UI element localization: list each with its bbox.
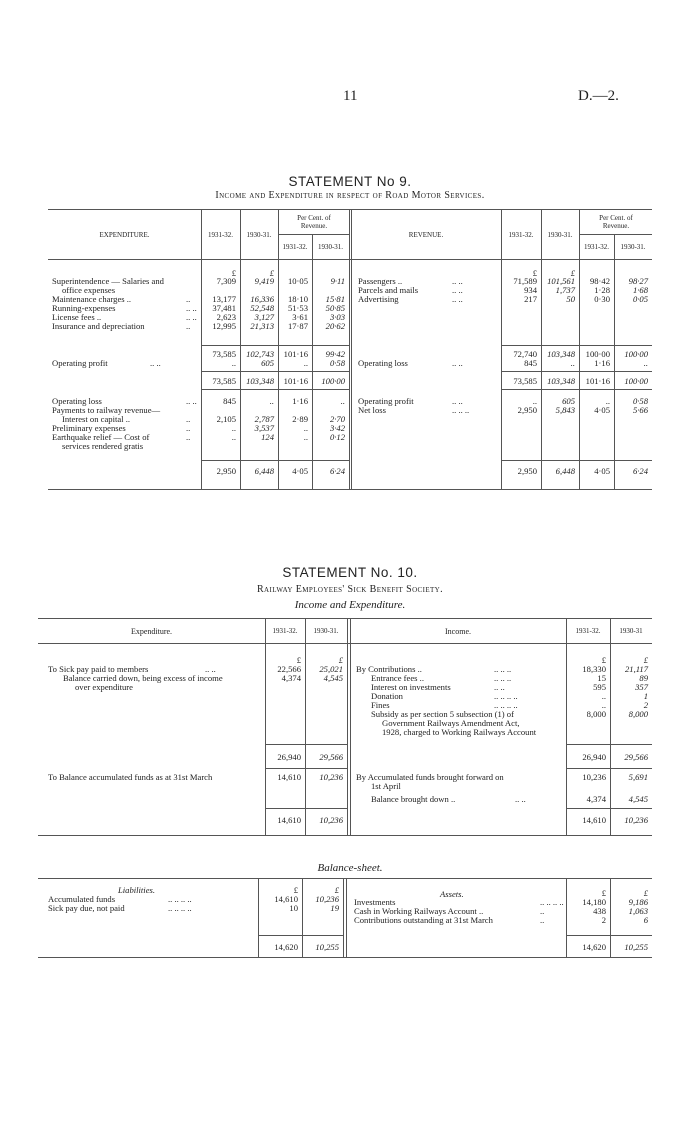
row-value-b: 605 [562, 396, 575, 406]
row-label: Maintenance charges .. [52, 294, 132, 304]
row-value-p2: 50·85 [325, 303, 345, 313]
row-value-a: .. [231, 432, 236, 442]
balance-sheet-title: Balance-sheet. [317, 862, 383, 874]
row-value-b: 2,787 [254, 414, 274, 424]
row-value-a: 14,610 [274, 894, 298, 904]
row-value-b: 3,537 [254, 423, 274, 433]
statement-10-subtitle: Railway Employees' Sick Benefit Society. [256, 584, 444, 595]
row-label: Payments to railway revenue— [52, 405, 161, 415]
row-value-a: 438 [593, 906, 606, 916]
header-exp-1930: 1930-31. [246, 231, 272, 239]
header-inc-1930: 1930-31 [619, 627, 643, 635]
leader-dots: .. .. .. .. [540, 897, 564, 907]
pound-sign: £ [269, 268, 274, 278]
row-value-a: 73,585 [212, 376, 236, 386]
row-label: Contributions outstanding at 31st March [354, 915, 493, 925]
row-value-b: 10,236 [315, 894, 339, 904]
leader-dots: .. [186, 432, 191, 442]
row-value-p2: 0·58 [632, 396, 648, 406]
row-label: Fines [371, 700, 390, 710]
header-expenditure: EXPENDITURE. [99, 231, 150, 239]
inc-total-1930: 29,566 [624, 752, 648, 762]
row-label: Cash in Working Railways Account .. [354, 906, 484, 916]
row-label: 1928, charged to Working Railways Account [382, 727, 537, 737]
row-value-a: 73,585 [513, 376, 537, 386]
exp-accum-total-1930: 10,236 [319, 815, 343, 825]
leader-dots: .. .. [186, 303, 197, 313]
row-value-b: 21,117 [625, 664, 648, 674]
row-value-a: 217 [524, 294, 537, 304]
row-value-p2: 6·24 [632, 466, 648, 476]
row-value-b: 5,843 [555, 405, 575, 415]
header-exp-pct-1930: 1930-31. [317, 243, 344, 251]
pound-sign: £ [293, 885, 298, 895]
row-value-b: 16,336 [250, 294, 274, 304]
row-value-a: 2,623 [216, 312, 236, 322]
row-value-p1: 4·05 [594, 466, 610, 476]
row-value-p2: 0·58 [329, 358, 345, 368]
row-value-b: 605 [261, 358, 274, 368]
leader-dots: .. .. [186, 396, 197, 406]
row-value-p2: .. [340, 396, 345, 406]
header-rev-1930: 1930-31. [547, 231, 573, 239]
row-label: Operating profit [358, 396, 414, 406]
leader-dots: .. [186, 414, 191, 424]
row-value-a: 845 [223, 396, 236, 406]
pound-sign: £ [643, 655, 648, 665]
row-value-p1: 101·16 [283, 349, 308, 359]
row-label: Insurance and depreciation [52, 321, 145, 331]
leader-dots: .. .. .. [494, 664, 512, 674]
row-value-a: .. [231, 423, 236, 433]
row-label: Advertising [358, 294, 399, 304]
row-value-p2: 100·00 [624, 376, 648, 386]
row-value-a: 595 [593, 682, 606, 692]
leader-dots: .. .. [452, 276, 463, 286]
statement-9-title: STATEMENT No 9. [288, 174, 412, 189]
row-value-a: 12,995 [212, 321, 236, 331]
assets-total-1930: 10,255 [624, 942, 648, 952]
pound-sign: £ [570, 268, 575, 278]
statement-10-subtitle-2: Income and Expenditure. [294, 599, 406, 611]
exp-sick-pay-1930: 25,021 [319, 664, 343, 674]
exp-accum-label: To Balance accumulated funds as at 31st March [48, 772, 213, 782]
pound-sign: £ [601, 655, 606, 665]
leader-dots: .. .. [150, 358, 161, 368]
row-label: services rendered gratis [62, 441, 144, 451]
row-value-p1: 4·05 [292, 466, 308, 476]
leader-dots: .. .. [452, 396, 463, 406]
row-value-p1: 18·10 [287, 294, 308, 304]
row-value-p1: 3·61 [292, 312, 308, 322]
leader-dots: .. .. [205, 664, 216, 674]
pound-sign: £ [643, 888, 648, 898]
row-value-b: 2 [643, 700, 648, 710]
row-label: Entrance fees .. [371, 673, 424, 683]
row-value-p1: 51·53 [287, 303, 308, 313]
row-value-a: 13,177 [212, 294, 236, 304]
row-value-a: .. [601, 691, 606, 701]
row-label: Operating loss [52, 396, 102, 406]
row-value-b: 103,348 [547, 376, 575, 386]
leader-dots: .. [540, 906, 545, 916]
exp-balance-label-2: over expenditure [75, 682, 133, 692]
row-label: Government Railways Amendment Act, [382, 718, 520, 728]
header-exp-1930: 1930-31. [313, 627, 339, 635]
header-exp-1931: 1931-32. [207, 231, 234, 239]
row-value-a: 73,585 [212, 349, 236, 359]
row-label: Passengers .. [358, 276, 403, 286]
row-label: Investments [354, 897, 396, 907]
leader-dots: .. .. .. .. [168, 894, 192, 904]
row-value-p1: 4·05 [594, 405, 610, 415]
row-value-p2: .. [643, 358, 648, 368]
row-label: Superintendence — Salaries and [52, 276, 164, 286]
row-value-a: 14,180 [582, 897, 606, 907]
row-value-p1: .. [303, 358, 308, 368]
row-value-b: 19 [330, 903, 339, 913]
exp-balance-1930: 4,545 [323, 673, 343, 683]
header-rev-1931: 1931-32. [508, 231, 534, 239]
exp-accum-total-1931: 14,610 [277, 815, 301, 825]
row-value-a: 2,950 [517, 405, 537, 415]
header-rev-pct-1931: 1931-32. [583, 243, 610, 251]
row-label: Accumulated funds [48, 894, 116, 904]
header-rev-pct-1930: 1930-31. [620, 243, 646, 251]
row-value-a: .. [231, 358, 236, 368]
assets-heading: Assets. [440, 889, 464, 899]
row-value-b: 103,348 [547, 349, 575, 359]
row-value-b: 9,419 [254, 276, 274, 286]
header-exp-1931: 1931-32. [272, 627, 298, 635]
header-exp-pct-1931: 1931-32. [282, 243, 308, 251]
row-value-a: .. [532, 396, 537, 406]
pound-sign: £ [601, 888, 606, 898]
row-label: Sick pay due, not paid [48, 903, 125, 913]
row-value-a: 10 [289, 903, 298, 913]
row-value-a: 845 [524, 358, 537, 368]
row-value-p1: 101·16 [585, 376, 610, 386]
row-value-a: 934 [524, 285, 537, 295]
row-value-p1: 1·28 [594, 285, 610, 295]
exp-total-1930: 29,566 [319, 752, 343, 762]
leader-dots: .. .. .. [494, 673, 512, 683]
row-value-b: 1,063 [628, 906, 648, 916]
row-value-b: 1 [643, 691, 648, 701]
header-income: Income. [445, 627, 471, 636]
leader-dots: .. .. [452, 285, 463, 295]
row-value-p1: .. [605, 396, 610, 406]
row-value-b: .. [269, 396, 274, 406]
row-value-b: 89 [639, 673, 648, 683]
leader-dots: .. [186, 294, 191, 304]
page-number: 11 [343, 88, 358, 104]
row-value-p2: 3·03 [329, 312, 345, 322]
row-value-a: 71,589 [513, 276, 537, 286]
row-label: Running-expenses [52, 303, 116, 313]
inc-balance-1931: 4,374 [586, 794, 606, 804]
inc-accum-label: By Accumulated funds brought forward on [356, 772, 504, 782]
row-value-b: 1,737 [555, 285, 575, 295]
row-label: Earthquake relief — Cost of [52, 432, 150, 442]
row-value-p2: 1·68 [632, 285, 648, 295]
leader-dots: .. [540, 915, 545, 925]
row-value-a: 2,105 [216, 414, 236, 424]
header-exp-pct: Per Cent. of Revenue. [297, 214, 331, 230]
row-value-b: 8,000 [628, 709, 648, 719]
row-value-p2: 0·12 [329, 432, 345, 442]
row-value-p1: .. [303, 432, 308, 442]
liabilities-total-1931: 14,620 [274, 942, 298, 952]
inc-total-1931: 26,940 [582, 752, 606, 762]
leader-dots: .. .. [186, 312, 197, 322]
row-value-p1: 17·87 [287, 321, 308, 331]
row-value-a: 2,950 [216, 466, 236, 476]
row-value-b: 9,186 [628, 897, 648, 907]
row-label: Subsidy as per section 5 subsection (1) of [371, 709, 514, 719]
row-value-p1: .. [303, 423, 308, 433]
pound-sign: £ [532, 268, 537, 278]
statement-9-subtitle: Income and Expenditure in respect of Road Motor Services. [215, 190, 485, 201]
liabilities-total-1930: 10,255 [315, 942, 339, 952]
header-rev-pct: Per Cent. of Revenue. [599, 214, 633, 230]
row-value-b: 101,561 [547, 276, 575, 286]
row-value-p1: 1·16 [292, 396, 308, 406]
row-label: By Contributions .. [356, 664, 422, 674]
row-value-p1: 0·30 [594, 294, 610, 304]
row-value-b: 3,127 [254, 312, 274, 322]
row-value-p2: 100·00 [321, 376, 345, 386]
header-revenue: REVENUE. [408, 231, 444, 239]
inc-balance-total-1930: 10,236 [624, 815, 648, 825]
row-value-a: 72,740 [513, 349, 537, 359]
leader-dots: .. .. .. [452, 405, 470, 415]
leader-dots: .. .. [515, 794, 526, 804]
row-value-a: .. [601, 700, 606, 710]
row-value-p2: 20·62 [325, 321, 345, 331]
row-label: Operating profit [52, 358, 108, 368]
pound-sign: £ [338, 655, 343, 665]
row-value-b: 102,743 [246, 349, 274, 359]
row-label: Donation [371, 691, 403, 701]
pound-sign: £ [231, 268, 236, 278]
row-value-b: 6 [643, 915, 648, 925]
leader-dots: .. .. [452, 358, 463, 368]
page-reference: D.—2. [578, 88, 619, 104]
row-value-b: 6,448 [555, 466, 575, 476]
inc-balance-1930: 4,545 [628, 794, 648, 804]
row-value-p2: 6·24 [329, 466, 345, 476]
row-value-a: 18,330 [582, 664, 606, 674]
exp-sick-pay-1931: 22,566 [277, 664, 301, 674]
row-value-b: 52,548 [250, 303, 274, 313]
inc-accum-1931: 10,236 [582, 772, 606, 782]
row-label: Interest on capital .. [62, 414, 131, 424]
row-label: Preliminary expenses [52, 423, 126, 433]
row-value-a: 2 [601, 915, 606, 925]
row-value-a: 2,950 [517, 466, 537, 476]
header-inc-1931: 1931-32. [575, 627, 601, 635]
row-value-a: 7,309 [216, 276, 236, 286]
row-label: Parcels and mails [358, 285, 419, 295]
row-value-p2: 2·70 [329, 414, 345, 424]
leader-dots: .. .. [452, 294, 463, 304]
exp-total-1931: 26,940 [277, 752, 301, 762]
row-value-b: 124 [261, 432, 274, 442]
row-value-p1: 10·05 [287, 276, 308, 286]
row-value-b: 357 [635, 682, 648, 692]
row-label: office expenses [62, 285, 116, 295]
row-value-b: 21,313 [250, 321, 274, 331]
leader-dots: .. .. [494, 682, 505, 692]
row-value-p1: 1·16 [594, 358, 610, 368]
row-value-b: 103,348 [246, 376, 274, 386]
row-value-p2: 100·00 [624, 349, 648, 359]
header-expenditure: Expenditure. [130, 627, 173, 636]
leader-dots: .. .. .. .. [494, 691, 518, 701]
row-value-p2: 99·42 [325, 349, 345, 359]
row-value-a: 37,481 [212, 303, 236, 313]
row-value-b: 50 [566, 294, 575, 304]
row-value-p1: 100·00 [585, 349, 610, 359]
row-label: License fees .. [52, 312, 102, 322]
liabilities-heading: Liabilities. [118, 885, 156, 895]
exp-accum-1930: 10,236 [319, 772, 343, 782]
pound-sign: £ [334, 885, 339, 895]
row-value-p1: 2·89 [292, 414, 308, 424]
row-label: Operating loss [358, 358, 408, 368]
row-value-p2: 3·42 [329, 423, 345, 433]
assets-total-1931: 14,620 [582, 942, 606, 952]
row-label: Net loss [358, 405, 386, 415]
row-value-p2: 98·27 [628, 276, 648, 286]
leader-dots: .. .. .. .. [494, 700, 518, 710]
row-value-p1: 98·42 [589, 276, 610, 286]
statement-10-title: STATEMENT No. 10. [282, 565, 418, 580]
leader-dots: .. [186, 321, 191, 331]
leader-dots: .. [186, 423, 191, 433]
exp-sick-pay-label: To Sick pay paid to members [48, 664, 149, 674]
leader-dots: .. .. .. .. [168, 903, 192, 913]
inc-accum-label-2: 1st April [371, 781, 401, 791]
exp-balance-label: Balance carried down, being excess of income [63, 673, 223, 683]
row-value-p2: 0·05 [632, 294, 648, 304]
row-value-a: 15 [597, 673, 606, 683]
exp-balance-1931: 4,374 [281, 673, 301, 683]
inc-accum-1930: 5,691 [628, 772, 648, 782]
row-value-p2: 9·11 [330, 276, 345, 286]
row-value-b: 6,448 [254, 466, 274, 476]
row-value-p2: 5·66 [632, 405, 648, 415]
inc-balance-total-1931: 14,610 [582, 815, 606, 825]
row-value-b: .. [570, 358, 575, 368]
exp-accum-1931: 14,610 [277, 772, 301, 782]
row-value-a: 8,000 [586, 709, 606, 719]
row-value-p2: 15·81 [325, 294, 345, 304]
pound-sign: £ [296, 655, 301, 665]
row-value-p1: 101·16 [283, 376, 308, 386]
row-label: Interest on investments [371, 682, 451, 692]
inc-balance-label: Balance brought down .. [371, 794, 456, 804]
